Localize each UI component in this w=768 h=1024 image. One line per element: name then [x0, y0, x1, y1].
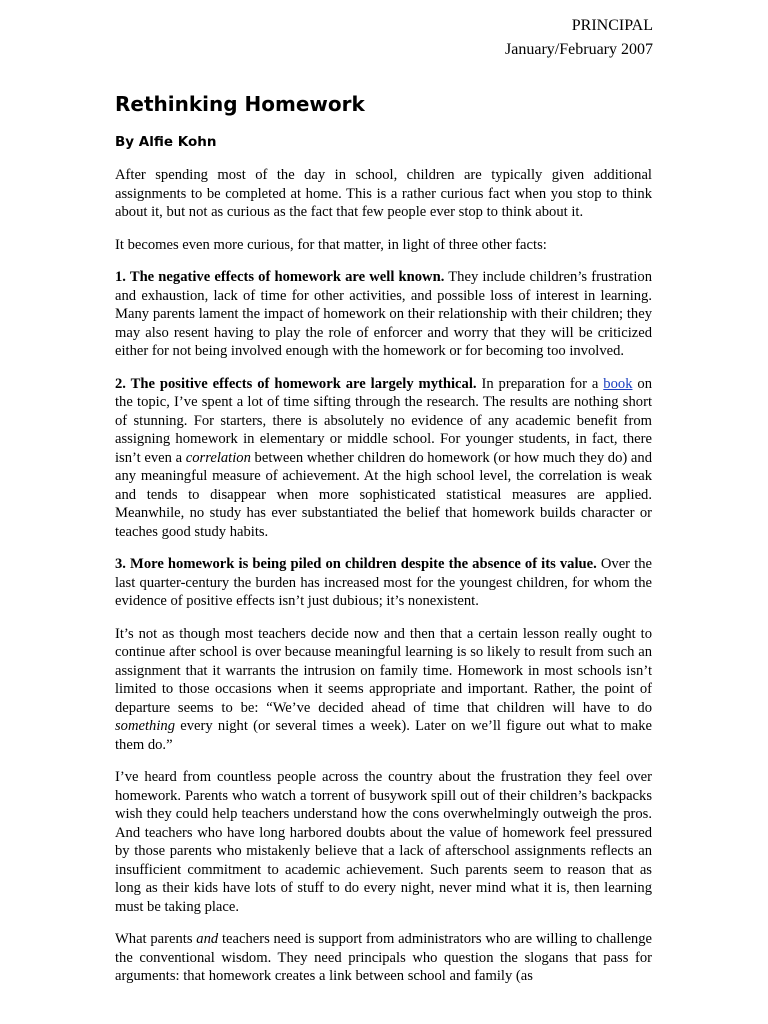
fact-2-lead: 2. The positive effects of homework are largely mythical. [115, 375, 477, 392]
paragraph-teachers-text-b: every night (or several times a week). Later on we’ll figure out what to make them do.” [115, 718, 652, 753]
paragraph-fact-2 [115, 375, 652, 542]
paragraph-fact-3 [115, 555, 652, 611]
fact-1-text: They include children’s frustration and exhaustion, lack of time for other activities, and possible loss of interest in learning. Many parents lament the impact of homework on their relationship with their children; they may also resent having to play the role of enforcer and worry that they will be criticized either for not being involved enough with the homework or for becoming too involved. [115, 269, 652, 359]
paragraph-teachers [115, 625, 652, 755]
fact-3-lead: 3. More homework is being piled on children despite the absence of its value. [115, 556, 597, 572]
article-body [115, 166, 652, 1000]
publication-name: PRINCIPAL [571, 17, 653, 34]
book-link[interactable]: book [603, 375, 633, 392]
paragraph-support-text-b: teachers need is support from administrators who are willing to challenge the conventional wisdom. They need principals who question the slogans that pass for arguments: that homework creates a link between school and family (as [115, 931, 652, 984]
fact-2-text-c: between whether children do homework (or how much they do) and any meaningful measure of achievement. At the high school level, the correlation is weak and tends to disappear when more sophisticated statistical measures are applied. Meanwhile, no study has ever substantiated the belief that homework builds character or teaches good study habits. [115, 449, 652, 540]
paragraph-teachers-emphasis: something [115, 718, 175, 734]
paragraph-support [115, 930, 652, 986]
paragraph-support-text-a: What parents [115, 931, 197, 947]
paragraph-fact-1 [115, 268, 652, 361]
fact-1-lead: 1. The negative effects of homework are well known. [115, 269, 445, 285]
paragraph-support-emphasis: and [196, 931, 219, 947]
running-header [505, 14, 653, 62]
fact-2-emphasis: correlation [185, 449, 251, 466]
article-title: Rethinking Homework [115, 92, 365, 116]
article-byline: By Alfie Kohn [115, 134, 217, 150]
paragraph-frustration: I’ve heard from countless people across the country about the frustration they feel over homework. Parents who watch a torrent of busywork spill out of their children’s backpacks wish they could help teachers understand how the cons overwhelmingly outweigh the pros. And teachers who have long harbored doubts about the value of homework feel pressured by those parents who mistakenly believe that a lack of afterschool assignments reflects an insufficient commitment to academic achievement. Such parents seem to reason that as long as their kids have lots of stuff to do every night, never mind what it is, then learning must be taking place. [115, 769, 652, 915]
fact-3-text: Over the last quarter-century the burden has increased most for the youngest children, for whom the evidence of positive effects isn’t just dubious; it’s nonexistent. [115, 556, 652, 609]
paragraph-three-facts: It becomes even more curious, for that matter, in light of three other facts: [115, 236, 547, 253]
paragraph-intro: After spending most of the day in school, children are typically given additional assignments to be completed at home. This is a rather curious fact when you stop to think about it, but not as curious as the fact that few people ever stop to think about it. [115, 167, 652, 220]
issue-date: January/February 2007 [505, 41, 653, 58]
paragraph-teachers-text-a: It’s not as though most teachers decide now and then that a certain lesson really ought to continue after school is over because meaningful learning is so likely to result from such an assignment that it warrants the intrusion on family time. Homework in most schools isn’t limited to those occasions when it seems appropriate and important. Rather, the point of departure seems to be: “We’ve decided ahead of time that children will have to do [115, 625, 652, 716]
fact-2-text-a: In preparation for a [476, 375, 604, 392]
fact-2-text-b: on the topic, I’ve spent a lot of time sifting through the research. The results are nothing short of stunning. For starters, there is absolutely no evidence of any academic benefit from assigning homework in elementary or middle school. For younger students, in fact, there isn’t even a [115, 375, 653, 466]
